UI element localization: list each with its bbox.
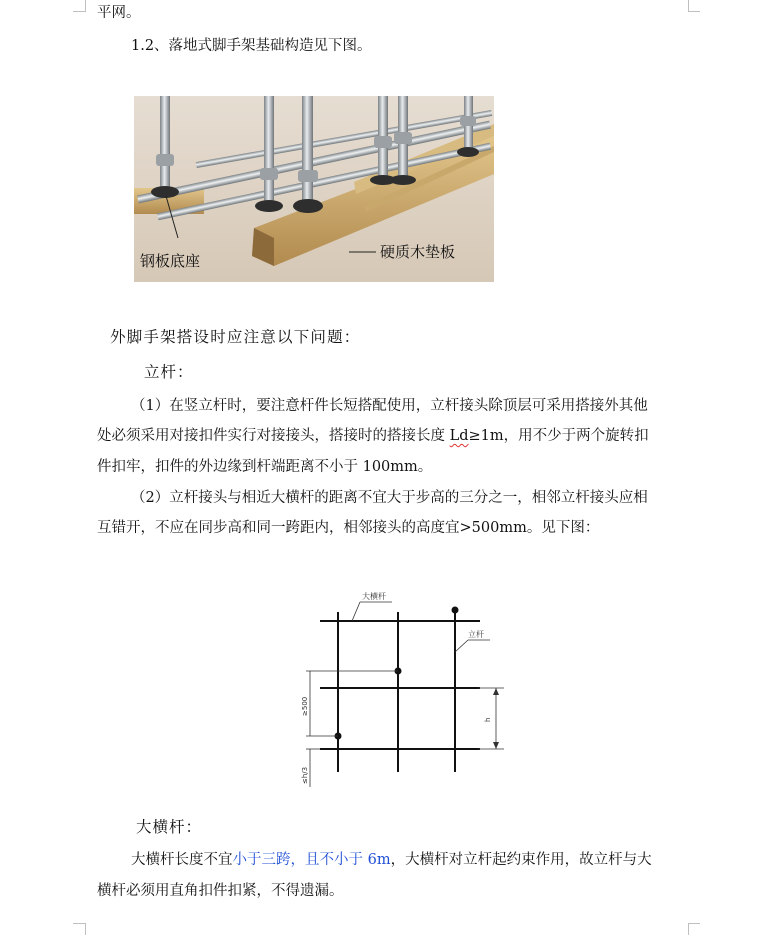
text-span: 处必须采用对接扣件实行对接接头，搭接时的搭接长度 <box>97 428 450 444</box>
section-heading: 1.2、落地式脚手架基础构造见下图。 <box>131 38 372 54</box>
notice-heading: 外脚手架搭设时应注意以下问题： <box>110 328 361 346</box>
diagram-label-ge500: ≥500 <box>301 696 309 716</box>
text-span: ≥1m，用不少于两个旋转扣 <box>468 428 649 444</box>
photo-label-wood-board: 硬质木垫板 <box>380 243 456 261</box>
paragraph-3-line-1 <box>131 850 652 870</box>
paragraph-2-line-1: （2）立杆接头与相近大横杆的距离不宜大于步高的三分之一，相邻立杆接头应相 <box>131 490 648 506</box>
highlight-text: ， <box>290 852 305 868</box>
crop-mark <box>688 923 700 924</box>
paragraph-3-line-2: 横杆必须用直角扣件扣紧，不得遗漏。 <box>97 883 344 899</box>
text-span: ，大横杆对立杆起约束作用，故立杆与大 <box>390 852 652 868</box>
photo-label-steel-base: 钢板底座 <box>140 252 201 270</box>
section-pole-heading: 立杆： <box>144 363 194 381</box>
highlight-text: 小于三跨 <box>232 852 291 868</box>
text-span: 大横杆长度不宜 <box>131 852 233 868</box>
highlight-text: 且不小于 6m <box>305 852 391 868</box>
paragraph-1-line-1: （1）在竖立杆时，要注意杆件长短搭配使用，立杆接头除顶层可采用搭接外其他 <box>131 398 648 414</box>
scaffold-base-photo <box>134 96 494 282</box>
paragraph-1-line-2 <box>97 426 649 446</box>
diagram-label-big-bar: 大横杆 <box>362 592 386 601</box>
crop-mark <box>688 923 689 935</box>
crop-mark <box>73 923 85 924</box>
section-bar-heading: 大横杆： <box>136 818 203 836</box>
text-line: 平网。 <box>97 5 141 21</box>
diagram-label-h: h <box>484 717 492 722</box>
spellcheck-word: Ld <box>449 428 469 444</box>
crop-mark <box>85 923 86 935</box>
diagram-label-le-h3: ≤h/3 <box>301 766 309 784</box>
diagram-label-pole: 立杆 <box>468 630 484 639</box>
paragraph-1-line-3: 件扣牢，扣件的外边缘到杆端距离不小于 100mm。 <box>97 459 433 475</box>
crop-mark <box>85 0 86 12</box>
crop-mark <box>73 11 85 12</box>
pole-joint-diagram <box>290 582 520 792</box>
paragraph-2-line-2: 互错开，不应在同步高和同一跨距内，相邻接头的高度宜>500mm。见下图： <box>97 520 600 536</box>
crop-mark <box>688 11 700 12</box>
